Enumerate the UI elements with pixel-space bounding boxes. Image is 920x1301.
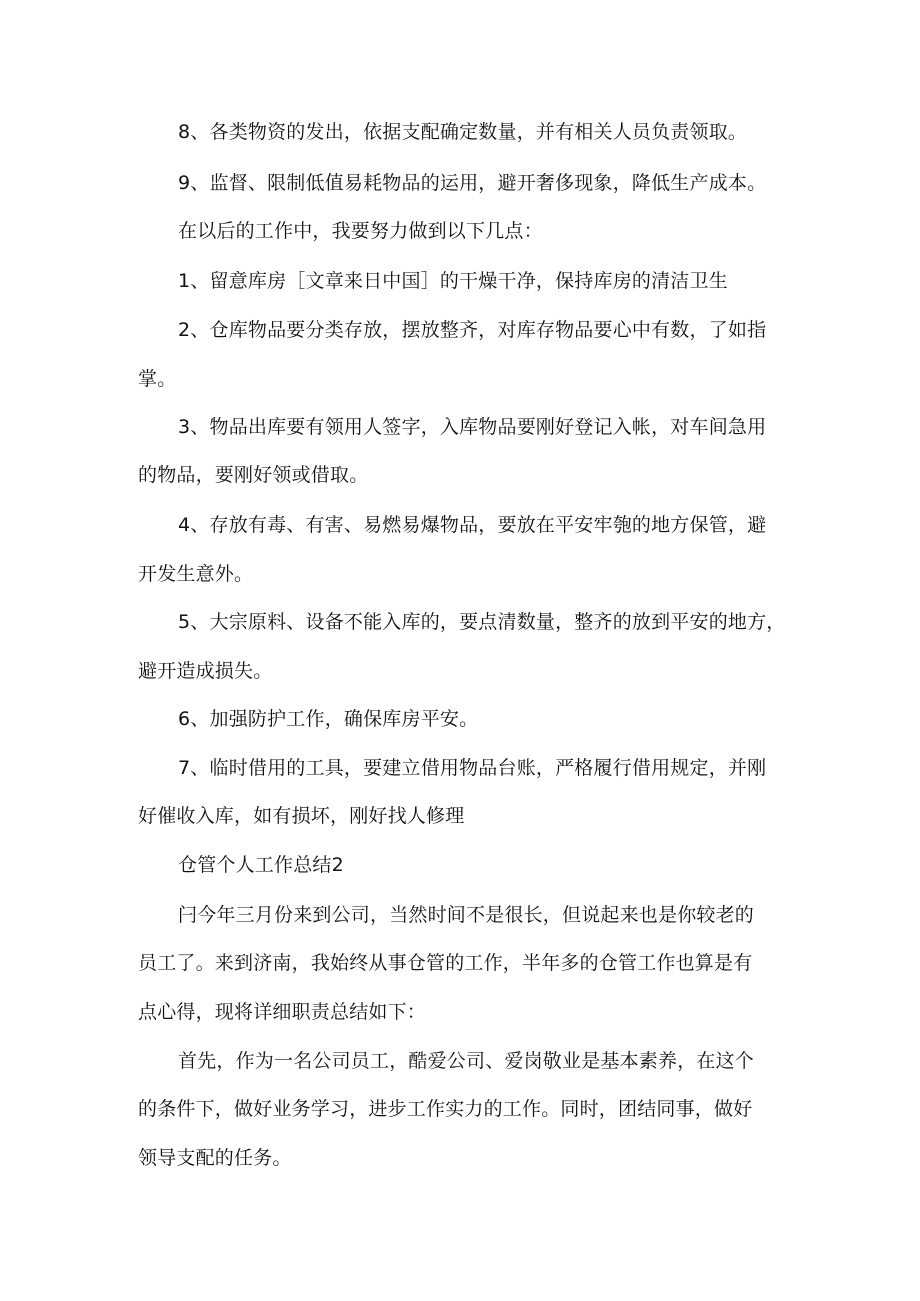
list-item-2-line-1: 2、仓库物品要分类存放，摆放整齐，对库存物品要心中有数，了如指: [178, 319, 767, 341]
list-item-4-line-2: 开发生意外。: [138, 563, 254, 585]
list-item-1: 1、留意库房［文章来日中国］的干燥干净，保持库房的清洁卫生: [178, 270, 728, 292]
list-item-3-line-2: 的物品，要刚好领或借取。: [138, 464, 369, 486]
summary-paragraph-2-line-2: 的条件下，做好业务学习，进步工作实力的工作。同时，团结同事，做好: [138, 1098, 753, 1120]
paragraph-intro: 在以后的工作中，我要努力做到以下几点：: [178, 220, 543, 242]
section-heading: 仓管个人工作总结2: [178, 854, 344, 876]
list-item-6: 6、加强防护工作，确保库房平安。: [178, 708, 479, 730]
paragraph-item-9: 9、监督、限制低值易耗物品的运用，避开奢侈现象，降低生产成本。: [178, 172, 767, 194]
summary-paragraph-line-3: 点心得，现将详细职责总结如下：: [138, 1001, 427, 1023]
summary-paragraph-line-1: 闩今年三月份来到公司，当然时间不是很长，但说起来也是你较老的: [178, 904, 755, 926]
paragraph-item-8: 8、各类物资的发出，依据支配确定数量，并有相关人员负责领取。: [178, 121, 748, 143]
list-item-4-line-1: 4、存放有毒、有害、易燃易爆物品，要放在平安牢匏的地方保管，避: [178, 514, 767, 536]
summary-paragraph-2-line-3: 领导支配的任务。: [138, 1147, 292, 1169]
list-item-5-line-1: 5、大宗原料、设备不能入库的，要点清数量，整齐的放到平安的地方，: [178, 611, 786, 633]
summary-paragraph-line-2: 员工了。来到济南，我始终从事仓管的工作，半年多的仓管工作也算是有: [138, 952, 753, 974]
list-item-2-line-2: 掌。: [138, 368, 177, 390]
list-item-3-line-1: 3、物品出库要有领用人签字，入库物品要刚好登记入帐，对车间急用: [178, 416, 767, 438]
list-item-5-line-2: 避开造成损失。: [138, 660, 273, 682]
list-item-7-line-1: 7、临时借用的工具，要建立借用物品台账，严格履行借用规定，并刚: [178, 757, 767, 779]
list-item-7-line-2: 好催收入库，如有损坏，刚好找人修理: [138, 805, 465, 827]
summary-paragraph-2-line-1: 首先，作为一名公司员工，酷爱公司、爱岗敬业是基本素养，在这个: [178, 1050, 755, 1072]
